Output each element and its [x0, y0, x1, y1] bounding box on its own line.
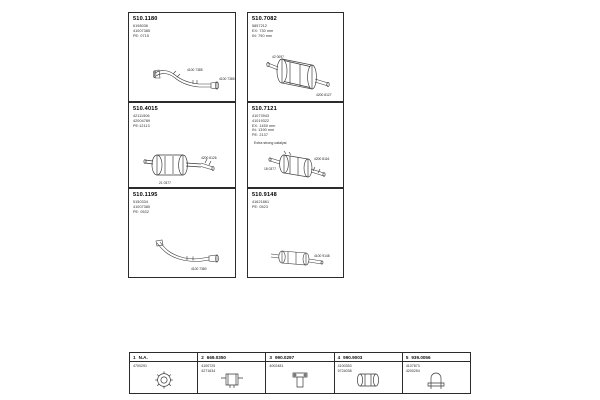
accessory-code: 4700291 — [133, 364, 147, 368]
part-code: IN: 790 mm — [252, 33, 273, 38]
part-code: 41007380 — [133, 204, 151, 209]
part-reference: 510.1180 — [133, 16, 158, 22]
part-code: EX: 1450 mm — [252, 123, 276, 128]
part-code: 41019322 — [252, 118, 270, 123]
accessory-index: 3 — [269, 354, 272, 360]
accessory-name: N.A. — [138, 354, 148, 360]
part-code: 42004789 — [133, 118, 151, 123]
part-reference: 510.1195 — [133, 192, 158, 198]
part-code: PE: 2137 — [252, 133, 268, 138]
part-code: 5857212 — [252, 24, 268, 29]
clamp-icon — [198, 369, 265, 393]
svg-text:4100 7385: 4100 7385 — [187, 68, 203, 72]
part-code: PE: 0532 — [133, 209, 149, 214]
panel-codes — [252, 16, 277, 38]
accessory-code: 4200254 — [405, 368, 420, 373]
accessory-code: 5724038 — [337, 368, 352, 373]
accessory-index: 5 — [405, 354, 409, 360]
part-panel-510-1180[interactable] — [128, 12, 236, 102]
accessory-code: 4002481 — [269, 364, 284, 368]
gasket-ring-icon — [130, 369, 197, 393]
part-code: PE: 0715 — [133, 33, 149, 38]
svg-text:4100 7380: 4100 7380 — [191, 267, 207, 271]
part-code: 5150334 — [133, 200, 149, 205]
panel-codes — [252, 106, 277, 138]
accessory-name: 990.9003 — [343, 354, 363, 360]
part-panel-510-4015[interactable] — [128, 102, 236, 188]
accessory-code: 4100725 — [201, 364, 216, 368]
part-panel-510-1195[interactable] — [128, 188, 236, 278]
bracket-icon — [266, 369, 333, 393]
oval-silencer-illustration — [260, 49, 340, 99]
part-code: 41007385 — [133, 28, 151, 33]
svg-text:4200 8127: 4200 8127 — [316, 93, 332, 97]
u-bolt-icon — [403, 369, 470, 393]
part-code: 41073943 — [252, 114, 270, 119]
panel-codes — [133, 106, 158, 128]
accessory-code: 4100353 — [337, 364, 352, 368]
panel-codes — [133, 16, 158, 38]
part-code: 42111506 — [133, 114, 150, 119]
part-code: PE:12113 — [133, 123, 150, 128]
part-code: 6198036 — [133, 24, 149, 29]
catalyst-note: Extra strong catalyst — [254, 141, 287, 145]
part-panel-510-7082[interactable] — [247, 12, 344, 102]
part-panel-510-7121[interactable] — [247, 102, 344, 188]
sleeve-clamp-icon — [335, 369, 402, 393]
svg-text:21 0377: 21 0377 — [159, 181, 171, 185]
accessory-codes — [133, 364, 147, 369]
rear-silencer-illustration — [266, 241, 342, 275]
part-reference: 510.9148 — [252, 192, 277, 198]
accessory-codes — [269, 364, 283, 369]
accessory-cell-1[interactable] — [130, 353, 198, 393]
accessory-cell-4[interactable] — [335, 353, 403, 393]
part-code: 41621861 — [252, 200, 270, 205]
accessory-name: 669.0350 — [206, 354, 226, 360]
accessory-name: 939.0056 — [411, 354, 431, 360]
part-reference: 510.4015 — [133, 106, 158, 112]
accessory-header — [335, 353, 402, 362]
accessory-name: 990.0297 — [274, 354, 295, 360]
svg-text:4100 7385: 4100 7385 — [219, 77, 235, 81]
accessory-header — [130, 353, 197, 362]
part-code: IN: 1390 mm — [252, 128, 275, 133]
accessory-cell-5[interactable] — [403, 353, 470, 393]
panel-codes — [252, 192, 277, 210]
panel-codes — [133, 192, 158, 214]
accessory-header — [198, 353, 265, 362]
accessory-code: 4271634 — [201, 368, 216, 373]
part-reference: 510.7082 — [252, 16, 277, 22]
accessory-cell-2[interactable] — [198, 353, 266, 393]
accessories-table — [129, 352, 471, 394]
part-reference: 510.7121 — [252, 106, 277, 112]
part-code: EX: 730 mm — [252, 28, 274, 33]
svg-text:18 0377: 18 0377 — [264, 167, 276, 171]
accessory-code: 4107873 — [405, 364, 420, 368]
accessory-header — [403, 353, 470, 362]
accessory-cell-3[interactable] — [266, 353, 334, 393]
svg-text:4200 8116: 4200 8116 — [314, 157, 330, 161]
bent-pipe-illustration — [151, 237, 231, 275]
catalyst-illustration — [258, 145, 344, 187]
accessory-index: 1 — [133, 354, 136, 360]
part-label: 42 0097 — [272, 55, 284, 59]
svg-text:4100 9148: 4100 9148 — [314, 254, 330, 258]
part-panel-510-9148[interactable] — [247, 188, 344, 278]
front-pipe-illustration — [147, 61, 233, 99]
svg-text:4200 8126: 4200 8126 — [201, 156, 217, 160]
accessory-index: 4 — [337, 354, 341, 360]
accessory-index: 2 — [201, 354, 204, 360]
part-code: PE: 0523 — [252, 204, 268, 209]
round-muffler-illustration — [139, 141, 233, 185]
accessory-header — [266, 353, 333, 362]
